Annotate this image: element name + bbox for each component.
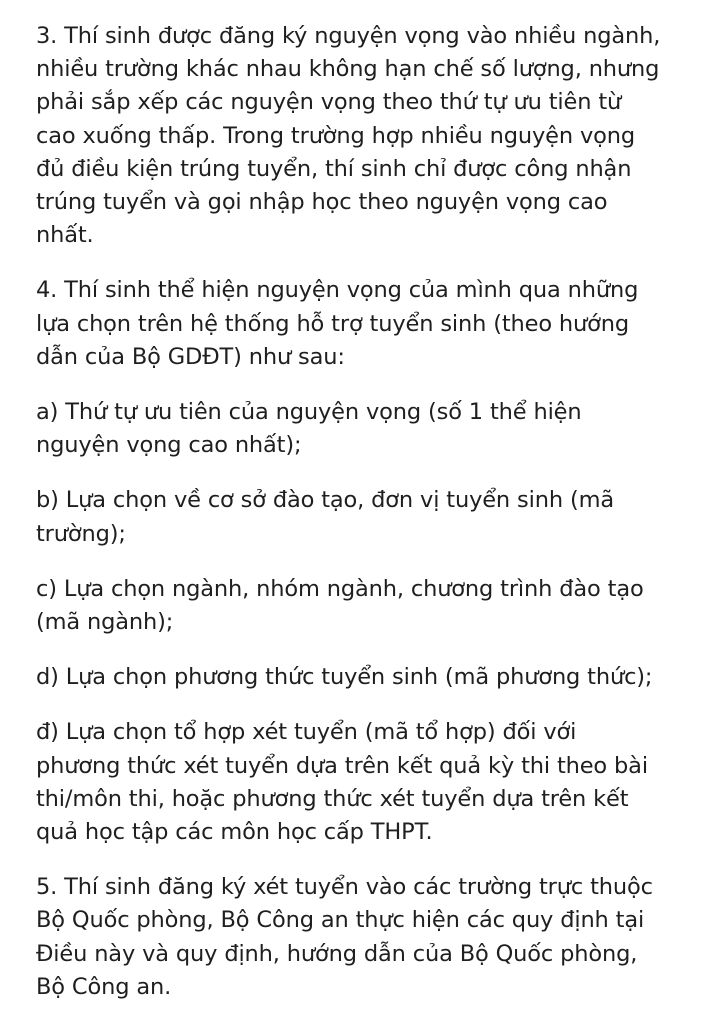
paragraph-item-4a: a) Thứ tự ưu tiên của nguyện vọng (số 1 thể hiện nguyện vọng cao nhất); (36, 399, 582, 459)
paragraph-item-4b: b) Lựa chọn về cơ sở đào tạo, đơn vị tuyển sinh (mã trường); (36, 487, 614, 547)
paragraph-item-4d: d) Lựa chọn phương thức tuyển sinh (mã phương thức); (36, 664, 653, 691)
paragraph-item-5: 5. Thí sinh đăng ký xét tuyển vào các trường trực thuộc Bộ Quốc phòng, Bộ Công an thực hiện các quy định tại Điều này và quy định, hướng dẫn của Bộ Quốc phòng, Bộ Công an. (36, 874, 653, 1000)
paragraph-item-3: 3. Thí sinh được đăng ký nguyện vọng vào nhiều ngành, nhiều trường khác nhau không hạn chế số lượng, nhưng phải sắp xếp các nguyện vọng theo thứ tự ưu tiên từ cao xuống thấp. Trong trường hợp nhiều nguyện vọng đủ điều kiện trúng tuyển, thí sinh chỉ được công nhận trúng tuyển và gọi nhập học theo nguyện vọng cao nhất. (36, 23, 661, 249)
article-body (36, 0, 704, 1026)
paragraph-item-4dd: đ) Lựa chọn tổ hợp xét tuyển (mã tổ hợp) đối với phương thức xét tuyển dựa trên kết quả kỳ thi theo bài thi/môn thi, hoặc phương thức xét tuyển dựa trên kết quả học tập các môn học cấp THPT. (36, 719, 648, 846)
paragraph-item-4c: c) Lựa chọn ngành, nhóm ngành, chương trình đào tạo (mã ngành); (36, 575, 644, 636)
paragraph-item-4: 4. Thí sinh thể hiện nguyện vọng của mình qua những lựa chọn trên hệ thống hỗ trợ tuyển sinh (theo hướng dẫn của Bộ GDĐT) như sau: (36, 277, 639, 370)
